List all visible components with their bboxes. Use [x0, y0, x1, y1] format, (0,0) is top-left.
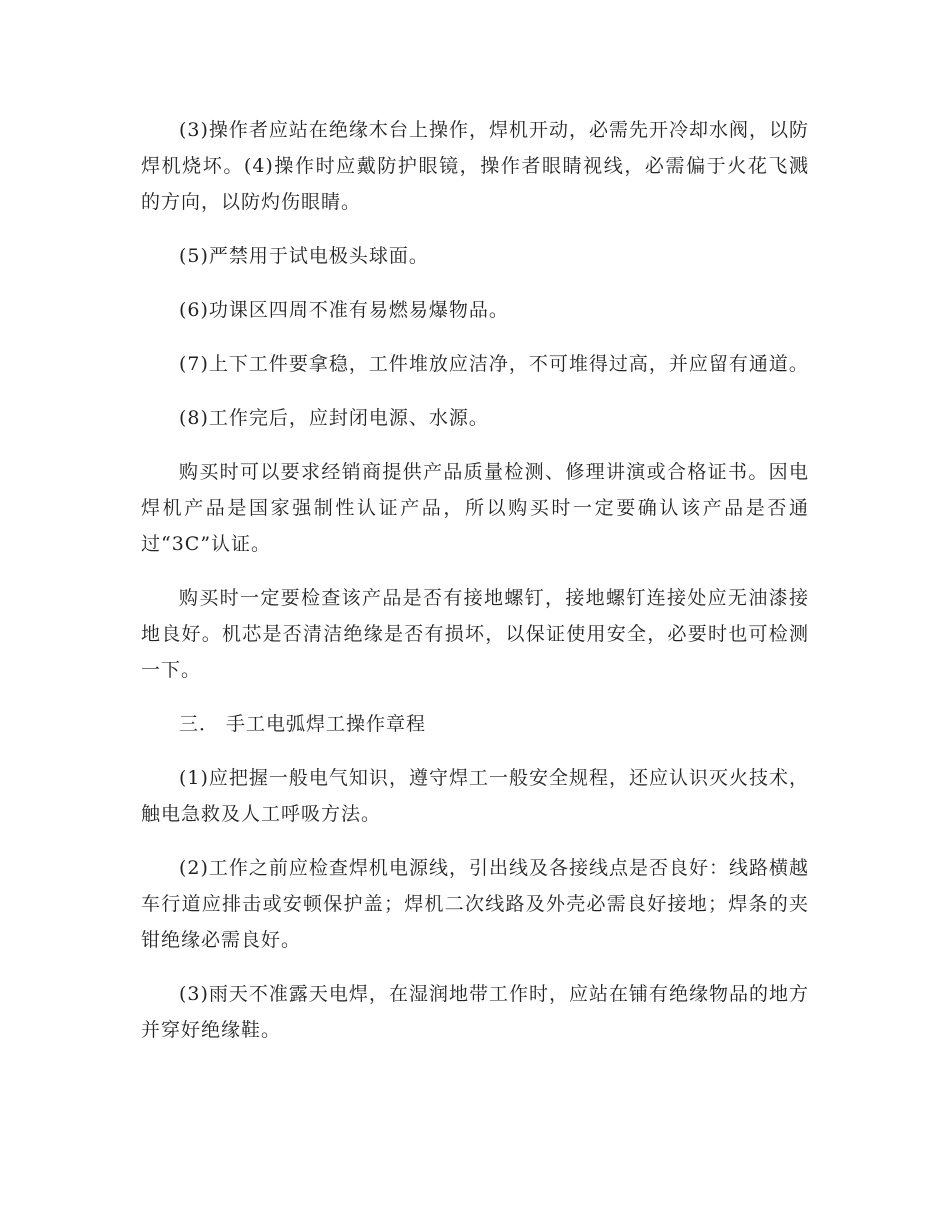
section-heading-manual-arc-welding: 三． 手工电弧焊工操作章程 [179, 713, 427, 735]
paragraph-purchase-certification: 购买时可以要求经销商提供产品质量检测、修理讲演或合格证书。因电焊机产品是国家强制性认证产品，所以购买时一定要确认该产品是否通过“3C”认证。 [141, 461, 809, 555]
paragraph-item-8: (8)工作完后，应封闭电源、水源。 [179, 407, 489, 429]
paragraph-arc-item-2: (2)工作之前应检查焊机电源线，引出线及各接线点是否良好：线路横越车行道应排击或安顿保护盖；焊机二次线路及外壳必需良好接地；焊条的夹钳绝缘必需良好。 [141, 857, 809, 951]
paragraph-item-7: (7)上下工件要拿稳，工件堆放应洁净，不可堆得过高，并应留有通道。 [179, 353, 809, 375]
paragraph-purchase-grounding: 购买时一定要检查该产品是否有接地螺钉，接地螺钉连接处应无油漆接地良好。机芯是否清洁绝缘是否有损坏，以保证使用安全，必要时也可检测一下。 [141, 587, 809, 681]
paragraph-arc-item-1: (1)应把握一般电气知识，遵守焊工一般安全规程，还应认识灭火技术，触电急救及人工呼吸方法。 [141, 767, 809, 825]
paragraph-arc-item-3: (3)雨天不准露天电焊，在湿润地带工作时，应站在铺有绝缘物品的地方并穿好绝缘鞋。 [141, 983, 809, 1041]
paragraph-item-6: (6)功课区四周不准有易燃易爆物品。 [179, 299, 509, 321]
document-page [141, 112, 809, 1066]
paragraph-item-5: (5)严禁用于试电极头球面。 [179, 245, 429, 267]
paragraph-item-3-welder-operation: (3)操作者应站在绝缘木台上操作，焊机开动，必需先开冷却水阀，以防焊机烧坏。(4)操作时应戴防护眼镜，操作者眼睛视线，必需偏于火花飞溅的方向，以防灼伤眼睛。 [141, 119, 809, 213]
